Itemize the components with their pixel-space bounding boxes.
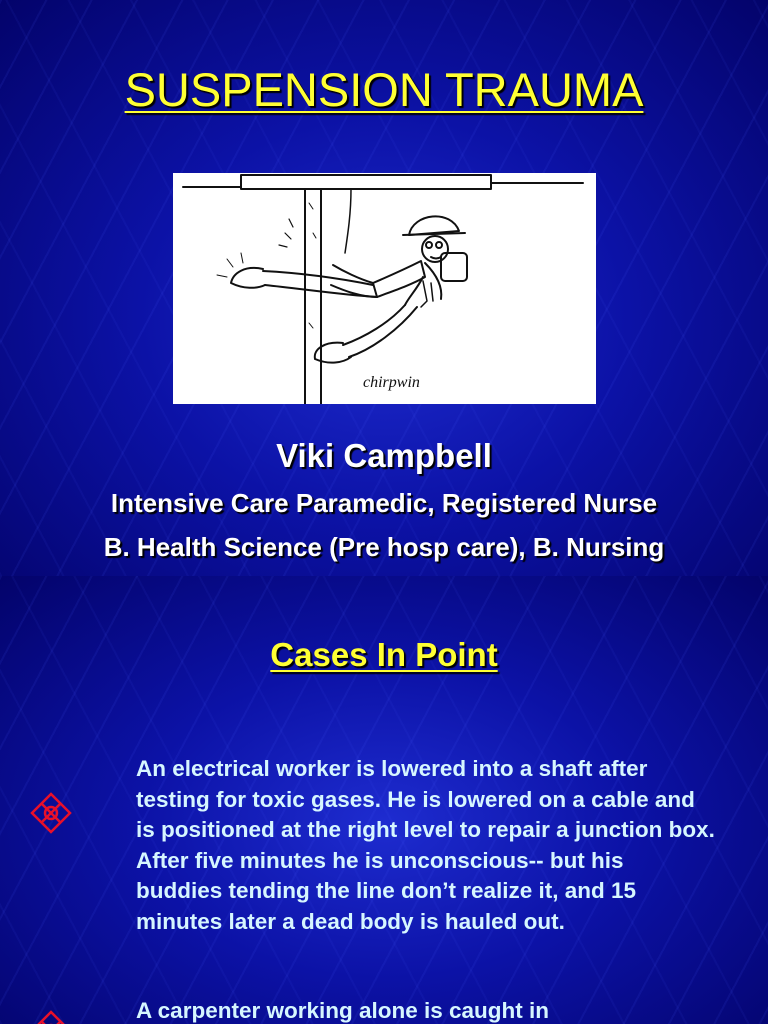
credentials-line-1: Intensive Care Paramedic, Registered Nurse (110, 488, 658, 518)
cartoon-signature: chirpwin (363, 374, 420, 391)
red-diamond-x-icon (30, 1010, 72, 1024)
cartoon-image (173, 173, 596, 404)
cases-slide (0, 576, 768, 1024)
case-text-2: A carpenter working alone is caught in (136, 998, 549, 1023)
case-text-1: An electrical worker is lowered into a shaft after testing for toxic gases. He is lowered on a cable and is positioned at the right level to repair a junction box. After five minutes he is unconscious-- but his buddies tending the line don’t realize it, and 15 minutes later a dead body is hauled out. (136, 756, 715, 934)
credentials-line-2: B. Health Science (Pre hosp care), B. Nursing (103, 532, 665, 562)
slide-title: Cases In Point (270, 636, 498, 673)
red-diamond-x-icon (30, 792, 72, 834)
author-name: Viki Campbell (276, 437, 492, 474)
cartoon-drawing (173, 173, 596, 404)
slide-title: SUSPENSION TRAUMA (124, 63, 644, 116)
